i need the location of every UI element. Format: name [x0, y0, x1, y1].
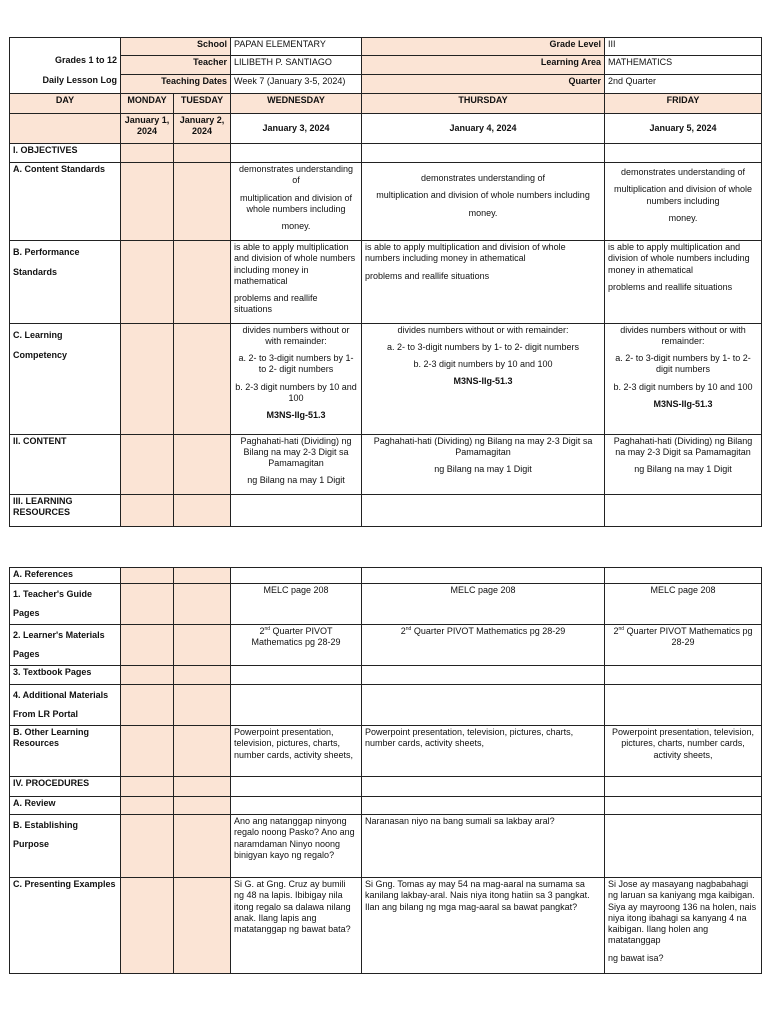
- teachers-guide-wed: MELC page 208: [231, 584, 362, 625]
- text-line: problems and reallife situations: [234, 293, 318, 315]
- superscript: nd: [405, 626, 412, 632]
- cell-tue: [174, 815, 231, 878]
- text-part: 2: [259, 626, 265, 636]
- cell-mon: [121, 797, 174, 815]
- performance-standards-wed: [231, 241, 362, 324]
- cell-fri: [605, 144, 762, 163]
- text-line: ng Bilang na may 1 Digit: [247, 475, 345, 486]
- text-line: demonstrates understanding of: [238, 164, 354, 186]
- cell-tue: [174, 144, 231, 163]
- procedures-label: IV. PROCEDURES: [10, 777, 121, 797]
- cell-thu: [362, 666, 605, 685]
- text-part: 2: [400, 626, 406, 636]
- performance-standards-thu: [362, 241, 605, 324]
- superscript: nd: [618, 626, 625, 632]
- text-line: Purpose: [13, 839, 50, 849]
- text-line: Standards: [13, 267, 58, 277]
- text-line: Pages: [13, 649, 40, 659]
- cell-fri: [605, 815, 762, 878]
- thursday-date: January 4, 2024: [362, 114, 605, 144]
- learners-materials-thu: [362, 625, 605, 666]
- cell-mon: [121, 144, 174, 163]
- lesson-log-table-bottom: [9, 567, 762, 974]
- cell-tue: [174, 726, 231, 777]
- text-line: money.: [468, 207, 498, 218]
- cell-wed: [231, 685, 362, 726]
- text-line: ng Bilang na may 1 Digit: [434, 464, 532, 474]
- textbook-label: 3. Textbook Pages: [10, 666, 121, 685]
- cell-mon: [121, 163, 174, 241]
- text-line: ng bawat isa?: [608, 952, 664, 963]
- wednesday-header: WEDNESDAY: [231, 94, 362, 114]
- learning-resources-label: III. LEARNING RESOURCES: [10, 494, 121, 526]
- text-line: b. 2-3 digit numbers by 10 and 100: [413, 359, 553, 369]
- friday-date: January 5, 2024: [605, 114, 762, 144]
- other-resources-label: B. Other Learning Resources: [10, 726, 121, 777]
- other-resources-thu: Powerpoint presentation, television, pictures, charts, number cards, activity sheets,: [362, 726, 605, 777]
- cell-fri: [605, 797, 762, 815]
- cell-tue: [174, 625, 231, 666]
- cell-fri: [605, 568, 762, 584]
- text-line: a. 2- to 3-digit numbers by 1- to 2- digit numbers: [615, 353, 751, 375]
- content-wed: [231, 434, 362, 494]
- cell-mon: [121, 815, 174, 878]
- grade-value: III: [605, 38, 762, 56]
- text-line: 4. Additional Materials: [13, 690, 109, 700]
- text-line: demonstrates understanding of: [420, 173, 546, 183]
- references-label: A. References: [10, 568, 121, 584]
- cell-wed: [231, 494, 362, 526]
- thursday-header: THURSDAY: [362, 94, 605, 114]
- quarter-value: 2nd Quarter: [605, 75, 762, 94]
- text-line: C. Learning: [13, 329, 63, 340]
- content-standards-thu: [362, 163, 605, 241]
- performance-standards-fri: [605, 241, 762, 324]
- text-line: B. Establishing: [13, 820, 79, 830]
- cell-mon: [121, 878, 174, 974]
- grade-label: Grade Level: [362, 38, 605, 56]
- establishing-purpose-wed: Ano ang natanggap ninyong regalo noong Pasko? Ano ang naramdaman Ninyo noong binigyan kayo ng regalo?: [231, 815, 362, 878]
- cell-tue: [174, 323, 231, 434]
- text-part: Quarter PIVOT Mathematics pg 28-29: [411, 626, 566, 636]
- competency-code: M3NS-IIg-51.3: [453, 376, 513, 387]
- school-label: School: [121, 38, 231, 56]
- content-fri: [605, 434, 762, 494]
- teacher-label: Teacher: [121, 56, 231, 75]
- text-line: problems and reallife situations: [365, 270, 490, 281]
- text-line: From LR Portal: [13, 709, 79, 719]
- text-line: divides numbers without or with remainder:: [397, 324, 569, 335]
- teachers-guide-thu: MELC page 208: [362, 584, 605, 625]
- text-line: divides numbers without or with remainder:: [242, 324, 350, 346]
- cell-mon: [121, 625, 174, 666]
- text-line: Pages: [13, 608, 40, 618]
- cell-fri: [605, 777, 762, 797]
- learners-materials-wed: [231, 625, 362, 666]
- cell-thu: [362, 494, 605, 526]
- cell-fri: [605, 666, 762, 685]
- log-title: [10, 38, 121, 94]
- content-standards-fri: [605, 163, 762, 241]
- title-line-1: Grades 1 to 12: [54, 55, 117, 65]
- text-line: 2. Learner's Materials: [13, 630, 105, 640]
- cell-thu: [362, 797, 605, 815]
- content-thu: [362, 434, 605, 494]
- text-line: multiplication and division of whole numbers including: [376, 190, 590, 201]
- cell-tue: [174, 163, 231, 241]
- text-line: is able to apply multiplication and division of whole numbers including money in mathematical: [234, 242, 356, 286]
- text-line: ng Bilang na may 1 Digit: [634, 464, 732, 474]
- text-line: Si Jose ay masayang nagbabahagi ng laruan sa kaniyang mga kaibigan. Siya ay mayroong 136 na holen, nais niya itong ibahagi sa kanyang 4 na kaibigan. Ilang holen ang matatanggap: [608, 879, 757, 946]
- cell-tue: [174, 584, 231, 625]
- cell-mon: [121, 726, 174, 777]
- text-line: Competency: [13, 349, 68, 360]
- establishing-purpose-label: [10, 815, 121, 878]
- cell-tue: [174, 878, 231, 974]
- text-line: money.: [668, 212, 698, 223]
- text-line: is able to apply multiplication and division of whole numbers including money in athematical: [608, 242, 750, 275]
- text-line: a. 2- to 3-digit numbers by 1- to 2- digit numbers: [386, 341, 580, 352]
- cell-thu: [362, 568, 605, 584]
- cell-mon: [121, 666, 174, 685]
- cell-mon: [121, 584, 174, 625]
- learners-materials-fri: [605, 625, 762, 666]
- text-part: 2: [613, 626, 619, 636]
- additional-materials-label: [10, 685, 121, 726]
- superscript: nd: [264, 626, 271, 632]
- learning-competency-fri: [605, 323, 762, 434]
- monday-date: January 1, 2024: [121, 114, 174, 144]
- other-resources-fri: Powerpoint presentation, television, pictures, charts, number cards, activity sheets,: [605, 726, 762, 777]
- cell-wed: [231, 777, 362, 797]
- text-line: b. 2-3 digit numbers by 10 and 100: [613, 381, 753, 392]
- cell-wed: [231, 144, 362, 163]
- quarter-label: Quarter: [362, 75, 605, 94]
- content-label: II. CONTENT: [10, 434, 121, 494]
- friday-header: FRIDAY: [605, 94, 762, 114]
- review-label: A. Review: [10, 797, 121, 815]
- lesson-log-table-top: [9, 37, 762, 527]
- establishing-purpose-thu: Naranasan niyo na bang sumali sa lakbay aral?: [362, 815, 605, 878]
- cell-fri: [605, 685, 762, 726]
- cell-mon: [121, 568, 174, 584]
- cell-fri: [605, 494, 762, 526]
- cell-wed: [231, 797, 362, 815]
- cell-mon: [121, 241, 174, 324]
- monday-header: MONDAY: [121, 94, 174, 114]
- cell-thu: [362, 685, 605, 726]
- text-line: Paghahati-hati (Dividing) ng Bilang na may 2-3 Digit sa Pamamagitan: [373, 435, 593, 457]
- text-line: b. 2-3 digit numbers by 10 and 100: [235, 381, 357, 403]
- objectives-label: I. OBJECTIVES: [10, 144, 121, 163]
- text-line: a. 2- to 3-digit numbers by 1- to 2- digit numbers: [238, 353, 354, 375]
- text-line: B. Performance: [13, 247, 80, 257]
- other-resources-wed: Powerpoint presentation, television, pictures, charts, number cards, activity sheets,: [231, 726, 362, 777]
- cell-tue: [174, 241, 231, 324]
- cell-mon: [121, 434, 174, 494]
- day-header: DAY: [10, 94, 121, 114]
- teacher-value: LILIBETH P. SANTIAGO: [231, 56, 362, 75]
- cell-tue: [174, 777, 231, 797]
- learning-competency-label: [10, 323, 121, 434]
- competency-code: M3NS-IIg-51.3: [266, 410, 326, 420]
- text-line: Paghahati-hati (Dividing) ng Bilang na may 2-3 Digit sa Pamamagitan: [613, 435, 753, 457]
- text-line: multiplication and division of whole numbers including: [613, 184, 753, 206]
- text-line: Paghahati-hati (Dividing) ng Bilang na may 2-3 Digit sa Pamamagitan: [240, 435, 352, 468]
- cell-tue: [174, 797, 231, 815]
- text-line: money.: [281, 221, 311, 231]
- content-standards-label: A. Content Standards: [10, 163, 121, 241]
- learning-competency-wed: [231, 323, 362, 434]
- area-label: Learning Area: [362, 56, 605, 75]
- cell-tue: [174, 494, 231, 526]
- cell-tue: [174, 568, 231, 584]
- wednesday-date: January 3, 2024: [231, 114, 362, 144]
- cell-wed: [231, 666, 362, 685]
- text-line: problems and reallife situations: [608, 281, 733, 292]
- dates-label: Teaching Dates: [121, 75, 231, 94]
- performance-standards-label: [10, 241, 121, 324]
- text-line: divides numbers without or with remainder:: [620, 324, 746, 346]
- learning-competency-thu: [362, 323, 605, 434]
- text-line: 1. Teacher's Guide: [13, 589, 93, 599]
- cell-mon: [121, 777, 174, 797]
- cell-mon: [121, 323, 174, 434]
- date-row-label: [10, 114, 121, 144]
- text-line: is able to apply multiplication and division of whole numbers including money in athematical: [365, 242, 566, 264]
- cell-mon: [121, 494, 174, 526]
- content-standards-wed: [231, 163, 362, 241]
- teachers-guide-label: [10, 584, 121, 625]
- cell-tue: [174, 434, 231, 494]
- cell-mon: [121, 685, 174, 726]
- competency-code: M3NS-IIg-51.3: [653, 398, 713, 409]
- title-line-2: Daily Lesson Log: [42, 75, 117, 85]
- text-part: Quarter PIVOT Mathematics pg 28-29: [251, 626, 341, 648]
- cell-thu: [362, 777, 605, 797]
- cell-thu: [362, 144, 605, 163]
- tuesday-date: January 2, 2024: [174, 114, 231, 144]
- text-part: Quarter PIVOT Mathematics pg 28-29: [624, 626, 753, 648]
- cell-wed: [231, 568, 362, 584]
- cell-tue: [174, 666, 231, 685]
- presenting-examples-thu: Si Gng. Tomas ay may 54 na mag-aaral na sumama sa kanilang lakbay-aral. Nais niya itong hatiin sa 3 pangkat. Ilan ang bilang ng mga mag-aaral sa bawat pangkat?: [362, 878, 605, 974]
- presenting-examples-wed: Si G. at Gng. Cruz ay bumili ng 48 na lapis. Ibibigay nila itong regalo sa dalawa nilang anak. Ilang lapis ang matatanggap ng bawat bata?: [231, 878, 362, 974]
- area-value: MATHEMATICS: [605, 56, 762, 75]
- dates-value: Week 7 (January 3-5, 2024): [231, 75, 362, 94]
- presenting-examples-label: C. Presenting Examples: [10, 878, 121, 974]
- learners-materials-label: [10, 625, 121, 666]
- text-line: multiplication and division of whole numbers including: [239, 192, 353, 214]
- teachers-guide-fri: MELC page 208: [605, 584, 762, 625]
- text-line: demonstrates understanding of: [620, 167, 746, 177]
- cell-tue: [174, 685, 231, 726]
- tuesday-header: TUESDAY: [174, 94, 231, 114]
- presenting-examples-fri: [605, 878, 762, 974]
- school-value: PAPAN ELEMENTARY: [231, 38, 362, 56]
